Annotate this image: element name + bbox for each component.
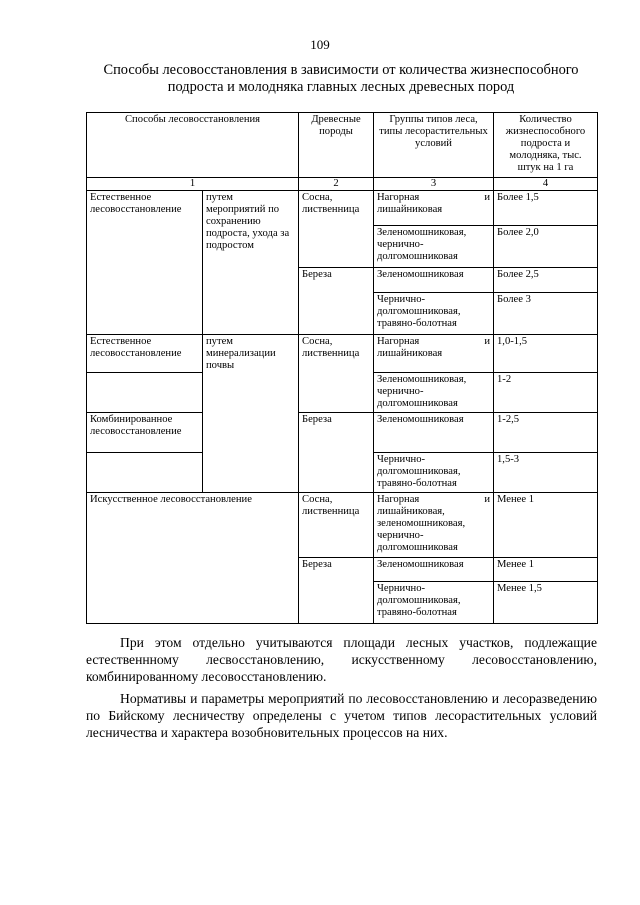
body-paragraph-1: При этом отдельно учитываются площади лесных участков, подлежащие естественнному лесвосстановлению, искусственному лесовосстановлению, комбинированному лесовосстановлению.	[86, 635, 597, 684]
table-row	[87, 493, 598, 558]
method-cell: Искусственное лесовосстановление	[87, 493, 299, 624]
quantity-cell: Более 3	[494, 293, 598, 335]
quantity-cell: Более 1,5	[494, 191, 598, 226]
quantity-cell: 1-2,5	[494, 413, 598, 453]
species-cell: Береза	[299, 268, 374, 335]
column-number: 1	[87, 178, 299, 191]
page-title-line-2: подроста и молодняка главных лесных древесных пород	[167, 79, 515, 95]
page-title-line-1: Способы лесовосстановления в зависимости от количества жизнеспособного	[103, 62, 579, 78]
quantity-cell: 1-2	[494, 373, 598, 413]
page-number: 109	[310, 37, 330, 52]
table-column-numbers-row	[87, 178, 598, 191]
species-cell: Сосна, лиственница	[299, 493, 374, 558]
method-cell: Комбинированное лесовосстановление	[87, 413, 203, 453]
quantity-cell: Менее 1	[494, 558, 598, 582]
forest-type-cell	[374, 373, 494, 413]
table-row	[87, 413, 598, 453]
quantity-cell: 1,5-3	[494, 453, 598, 493]
method-cell-empty	[87, 453, 203, 493]
species-cell: Сосна, лиственница	[299, 335, 374, 413]
method-cell-empty	[87, 373, 203, 413]
submethod-cell: путем минерализации почвы	[203, 335, 299, 493]
header-quantity: Количество жизнеспособного подроста и молодняка, тыс. штук на 1 га	[494, 113, 598, 178]
quantity-cell: Более 2,0	[494, 226, 598, 268]
method-cell: Естественное лесовосстановление	[87, 191, 203, 335]
header-methods: Способы лесовосстановления	[87, 113, 299, 178]
forest-type-cell	[374, 191, 494, 226]
forest-type-text: Нагорная и лишайниковая	[377, 192, 490, 215]
forest-type-text: Нагорная и лишайниковая, зеленомошниковая, чернично-долгомошниковая	[377, 494, 490, 553]
submethod-cell	[203, 191, 299, 335]
species-cell: Береза	[299, 558, 374, 624]
forest-type-cell: Зеленомошниковая	[374, 558, 494, 582]
forest-type-cell	[374, 226, 494, 268]
method-cell: Естественное лесовосстановление	[87, 335, 203, 373]
header-species: Древесные породы	[299, 113, 374, 178]
species-cell: Береза	[299, 413, 374, 493]
quantity-cell: 1,0-1,5	[494, 335, 598, 373]
forest-type-cell	[374, 493, 494, 558]
table-row	[87, 191, 598, 226]
forest-type-cell: Чернично-долгомошниковая, травяно-болотная	[374, 582, 494, 624]
forest-type-cell: Чернично-долгомошниковая, травяно-болотная	[374, 453, 494, 493]
table-row	[87, 335, 598, 373]
submethod-text: путем мероприятий по сохранению подроста, ухода за подростом	[206, 192, 290, 251]
forest-type-text: Зеленомошниковая, чернично-долгомошниковая	[377, 374, 467, 409]
species-cell: Сосна, лиственница	[299, 191, 374, 268]
reforestation-table	[86, 112, 598, 624]
column-number: 4	[494, 178, 598, 191]
page-title	[86, 62, 596, 96]
header-forest-types: Группы типов леса, типы лесорастительных условий	[374, 113, 494, 178]
quantity-cell: Более 2,5	[494, 268, 598, 293]
forest-type-text: Зеленомошниковая, чернично-долгомошниковая	[377, 227, 467, 262]
column-number: 3	[374, 178, 494, 191]
body-paragraph-2: Нормативы и параметры мероприятий по лесовосстановлению и лесоразведению по Бийскому лесничеству определены с учетом типов лесорастительных условий лесничества и характера возобновительных процессов на них.	[86, 691, 597, 740]
forest-type-cell: Чернично-долгомошниковая, травяно-болотная	[374, 293, 494, 335]
forest-type-cell	[374, 335, 494, 373]
column-number: 2	[299, 178, 374, 191]
forest-type-cell: Зеленомошниковая	[374, 413, 494, 453]
quantity-cell: Менее 1,5	[494, 582, 598, 624]
table-header-row	[87, 113, 598, 178]
forest-type-cell: Зеленомошниковая	[374, 268, 494, 293]
quantity-cell: Менее 1	[494, 493, 598, 558]
forest-type-text: Нагорная и лишайниковая	[377, 336, 490, 359]
